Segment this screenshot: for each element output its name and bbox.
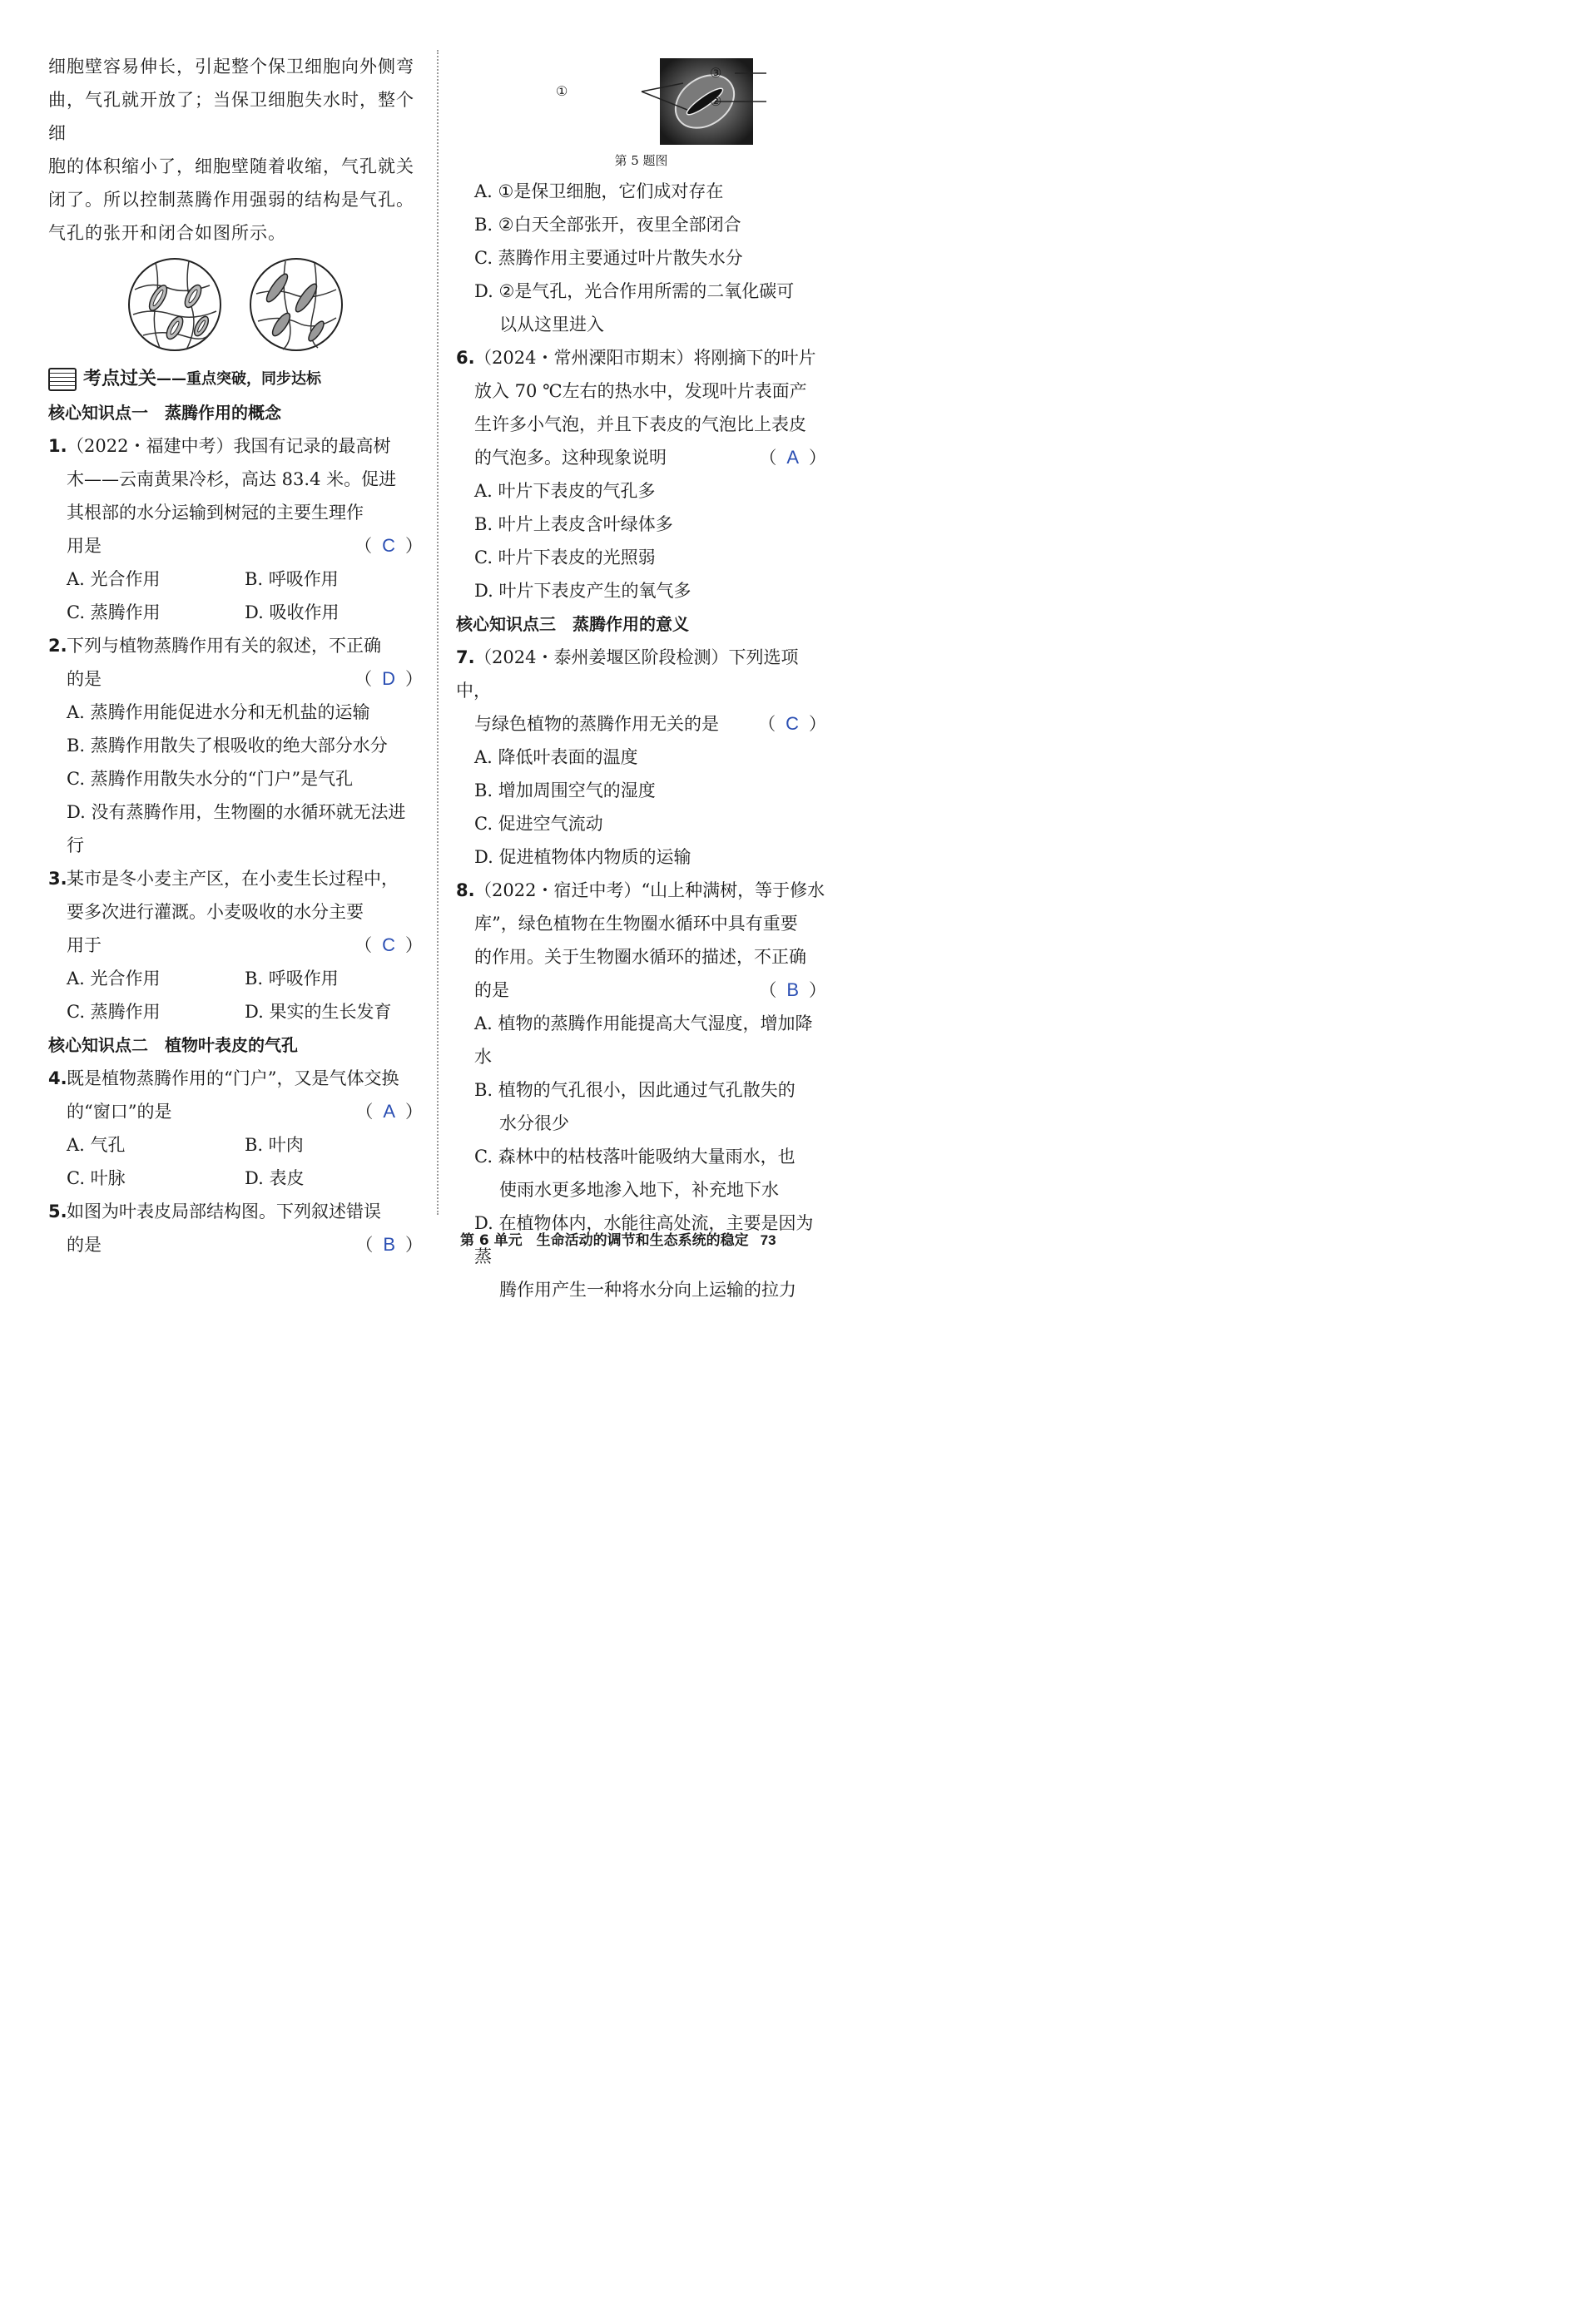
option: B. ②白天全部张开，夜里全部闭合 bbox=[474, 215, 741, 235]
q5-figure bbox=[456, 58, 826, 150]
option: A. 光合作用 bbox=[67, 569, 161, 589]
question-text: 的是 bbox=[67, 669, 102, 689]
option: A. 光合作用 bbox=[67, 969, 161, 989]
question-text: 放入 70 ℃左右的热水中，发现叶片表面产 bbox=[474, 381, 807, 401]
label-1: ① bbox=[556, 83, 568, 99]
question-number: 3. bbox=[48, 869, 67, 889]
question-text: 生许多小气泡，并且下表皮的气泡比上表皮 bbox=[474, 414, 806, 434]
option: B. 叶肉 bbox=[245, 1135, 304, 1155]
answer-letter: D bbox=[382, 668, 395, 689]
stomata-figure bbox=[48, 256, 423, 353]
question-text: （2024・常州溧阳市期末）将刚摘下的叶片 bbox=[474, 348, 816, 368]
answer-bracket: （ A ） bbox=[759, 447, 826, 468]
answer-letter: B bbox=[786, 979, 799, 1000]
question-text: 下列与植物蒸腾作用有关的叙述，不正确 bbox=[67, 636, 381, 656]
intro-line: 胞的体积缩小了，细胞壁随着收缩，气孔就关 bbox=[48, 156, 414, 176]
question-5 bbox=[48, 1195, 423, 1261]
knowledge-heading-3: 核心知识点三 蒸腾作用的意义 bbox=[456, 614, 689, 634]
option: C. 蒸腾作用 bbox=[67, 1002, 161, 1022]
intro-line: 曲，气孔就开放了；当保卫细胞失水时，整个细 bbox=[48, 90, 414, 143]
answer-letter: C bbox=[382, 934, 395, 955]
option-continued: 以从这里进入 bbox=[499, 315, 604, 334]
option: B. 增加周围空气的湿度 bbox=[474, 780, 656, 800]
question-3 bbox=[48, 862, 423, 1028]
figure-caption: 第 5 题图 bbox=[614, 153, 668, 168]
page-footer bbox=[460, 1228, 776, 1249]
unit-title: 第 6 单元 生命活动的调节和生态系统的稳定 bbox=[460, 1232, 749, 1249]
label-2: ② bbox=[710, 93, 722, 109]
label-3: ③ bbox=[710, 65, 722, 81]
option: D. 表皮 bbox=[245, 1168, 305, 1188]
question-2 bbox=[48, 629, 423, 862]
answer-letter: A bbox=[383, 1101, 395, 1122]
option: B. 呼吸作用 bbox=[245, 569, 339, 589]
option: D. ②是气孔，光合作用所需的二氧化碳可 bbox=[474, 281, 795, 301]
question-6 bbox=[456, 341, 826, 607]
option-continued: 水分很少 bbox=[499, 1113, 569, 1133]
question-number: 2. bbox=[48, 636, 67, 656]
question-4 bbox=[48, 1062, 423, 1195]
question-number: 6. bbox=[456, 348, 475, 368]
answer-bracket: （ C ） bbox=[354, 535, 423, 556]
question-text: 的是 bbox=[474, 980, 509, 1000]
option: C. 叶片下表皮的光照弱 bbox=[474, 548, 656, 567]
question-7 bbox=[456, 641, 826, 874]
left-column bbox=[48, 50, 423, 1261]
question-text: 的作用。关于生物圈水循环的描述，不正确 bbox=[474, 947, 806, 967]
option: A. 植物的蒸腾作用能提高大气湿度，增加降水 bbox=[474, 1013, 813, 1067]
section-title: 考点过关 bbox=[83, 369, 157, 389]
option: B. 蒸腾作用散失了根吸收的绝大部分水分 bbox=[67, 736, 388, 756]
option: D. 在植物体内，水能往高处流，主要是因为蒸 bbox=[474, 1213, 814, 1266]
question-text: （2022・宿迁中考）“山上种满树，等于修水 bbox=[474, 880, 825, 900]
option: D. 没有蒸腾作用，生物圈的水循环就无法进行 bbox=[67, 802, 406, 855]
option-continued: 使雨水更多地渗入地下，补充地下水 bbox=[499, 1180, 779, 1200]
intro-line: 细胞壁容易伸长，引起整个保卫细胞向外侧弯 bbox=[48, 57, 414, 77]
option: D. 叶片下表皮产生的氧气多 bbox=[474, 581, 691, 601]
knowledge-heading-2: 核心知识点二 植物叶表皮的气孔 bbox=[48, 1035, 298, 1055]
question-text: （2024・泰州姜堰区阶段检测）下列选项中， bbox=[456, 647, 799, 701]
option: D. 促进植物体内物质的运输 bbox=[474, 847, 691, 867]
knowledge-heading-1: 核心知识点一 蒸腾作用的概念 bbox=[48, 403, 281, 423]
question-text: 木——云南黄果冷杉，高达 83.4 米。促进 bbox=[67, 469, 397, 489]
option: C. 森林中的枯枝落叶能吸纳大量雨水，也 bbox=[474, 1147, 796, 1167]
answer-bracket: （ A ） bbox=[355, 1101, 423, 1122]
answer-letter: A bbox=[786, 447, 799, 468]
option: D. 果实的生长发育 bbox=[245, 1002, 392, 1022]
question-text: 与绿色植物的蒸腾作用无关的是 bbox=[474, 714, 719, 734]
question-text: 其根部的水分运输到树冠的主要生理作 bbox=[67, 503, 364, 523]
column-divider bbox=[437, 50, 439, 1215]
question-text: 如图为叶表皮局部结构图。下列叙述错误 bbox=[67, 1202, 381, 1221]
option: A. 叶片下表皮的气孔多 bbox=[474, 481, 656, 501]
question-text: 库”，绿色植物在生物圈水循环中具有重要 bbox=[474, 914, 798, 934]
option: A. 气孔 bbox=[67, 1135, 126, 1155]
book-icon bbox=[48, 368, 77, 391]
option: A. 降低叶表面的温度 bbox=[474, 747, 638, 767]
leaf-epidermis-micrograph bbox=[517, 58, 766, 150]
question-number: 1. bbox=[48, 436, 67, 456]
option: C. 促进空气流动 bbox=[474, 814, 603, 834]
answer-letter: C bbox=[382, 535, 395, 556]
answer-bracket: （ C ） bbox=[758, 713, 826, 734]
answer-bracket: （ D ） bbox=[354, 668, 423, 689]
option-continued: 腾作用产生一种将水分向上运输的拉力 bbox=[499, 1280, 796, 1300]
option: C. 叶脉 bbox=[67, 1168, 126, 1188]
option: A. ①是保卫细胞，它们成对存在 bbox=[474, 181, 724, 201]
answer-bracket: （ B ） bbox=[355, 1234, 423, 1255]
answer-letter: B bbox=[383, 1234, 395, 1255]
question-text: 用是 bbox=[67, 536, 102, 556]
option: B. 呼吸作用 bbox=[245, 969, 339, 989]
question-text: 既是植物蒸腾作用的“门户”，又是气体交换 bbox=[67, 1068, 399, 1088]
option: B. 植物的气孔很小，因此通过气孔散失的 bbox=[474, 1080, 796, 1100]
section-subtitle: ——重点突破，同步达标 bbox=[156, 370, 322, 388]
answer-bracket: （ B ） bbox=[759, 979, 826, 1000]
intro-paragraph bbox=[48, 50, 423, 250]
stomata-closed-diagram bbox=[248, 256, 344, 353]
question-number: 5. bbox=[48, 1202, 67, 1221]
question-number: 7. bbox=[456, 647, 475, 667]
answer-letter: C bbox=[786, 713, 799, 734]
option: B. 叶片上表皮含叶绿体多 bbox=[474, 514, 673, 534]
section-header bbox=[48, 363, 423, 396]
question-text: 某市是冬小麦主产区，在小麦生长过程中， bbox=[67, 869, 399, 889]
option: C. 蒸腾作用主要通过叶片散失水分 bbox=[474, 248, 743, 268]
question-text: （2022・福建中考）我国有记录的最高树 bbox=[67, 436, 391, 456]
intro-line: 闭了。所以控制蒸腾作用强弱的结构是气孔。 bbox=[48, 190, 414, 210]
option: D. 吸收作用 bbox=[245, 602, 340, 622]
question-text: 的“窗口”的是 bbox=[67, 1102, 172, 1122]
question-text: 要多次进行灌溉。小麦吸收的水分主要 bbox=[67, 902, 364, 922]
option: C. 蒸腾作用散失水分的“门户”是气孔 bbox=[67, 769, 354, 789]
option: C. 蒸腾作用 bbox=[67, 602, 161, 622]
intro-line: 气孔的张开和闭合如图所示。 bbox=[48, 223, 286, 243]
answer-bracket: （ C ） bbox=[354, 934, 423, 955]
question-number: 8. bbox=[456, 880, 475, 900]
stomata-open-diagram bbox=[126, 256, 223, 353]
page-number: 73 bbox=[760, 1232, 776, 1248]
option: A. 蒸腾作用能促进水分和无机盐的运输 bbox=[67, 702, 370, 722]
question-1 bbox=[48, 429, 423, 629]
question-text: 用于 bbox=[67, 935, 102, 955]
question-number: 4. bbox=[48, 1068, 67, 1088]
question-text: 的是 bbox=[67, 1235, 102, 1255]
right-column bbox=[456, 50, 826, 1306]
question-text: 的气泡多。这种现象说明 bbox=[474, 448, 667, 468]
